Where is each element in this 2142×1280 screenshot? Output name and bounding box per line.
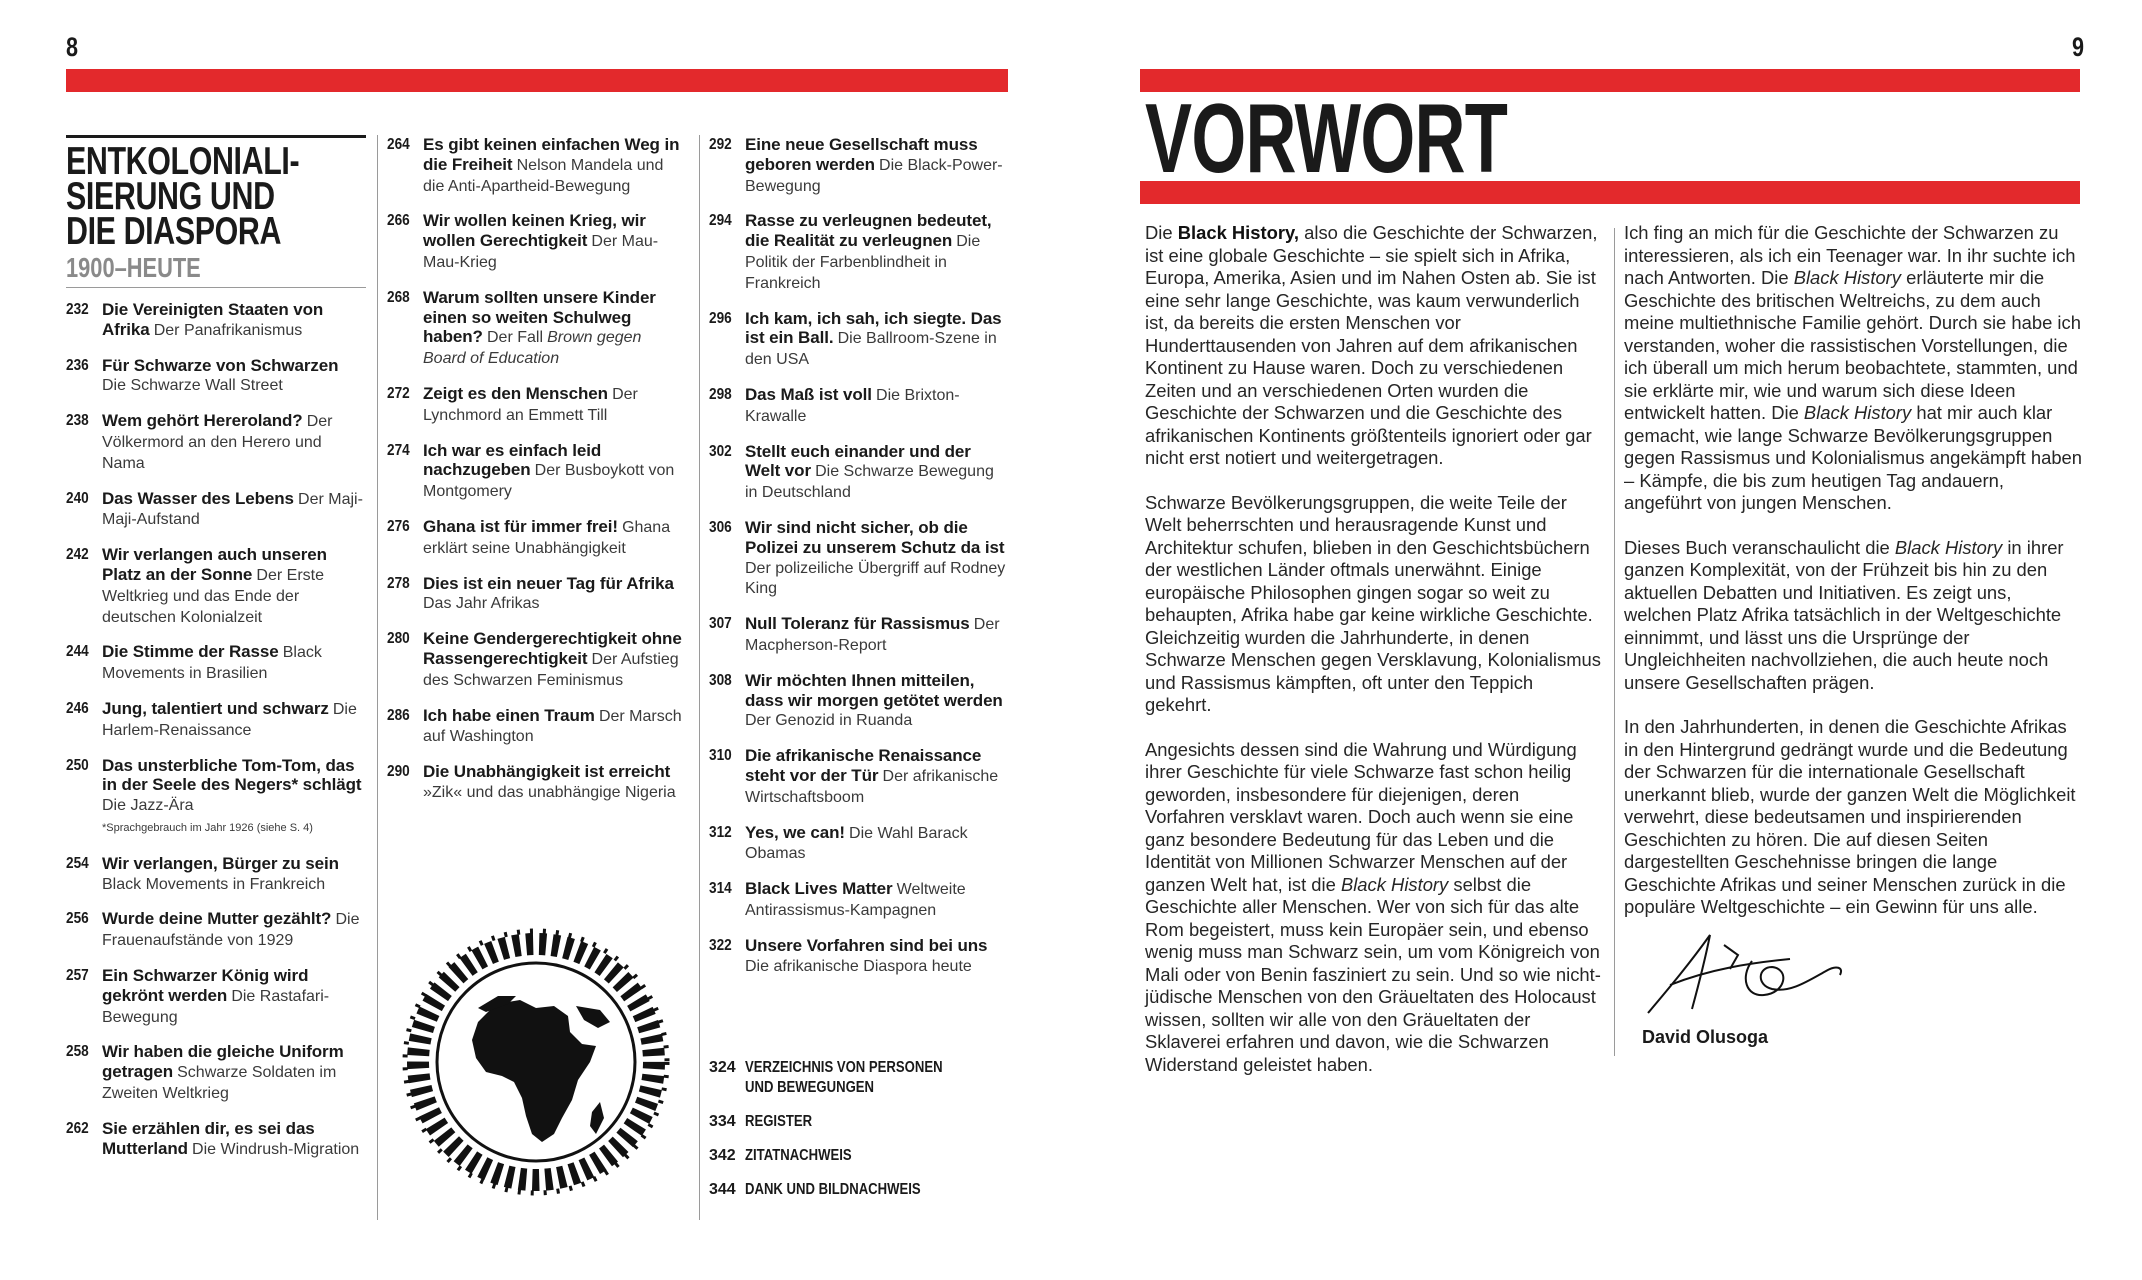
toc-entry[interactable]: 238 Wem gehört Hereroland? Der Völkermord an den Herero und Nama xyxy=(66,411,333,472)
toc-entry[interactable]: 302 Stellt euch einander und der Welt vor Die Schwarze Bewegung in Deutschland xyxy=(709,441,994,502)
section-bottom-rule xyxy=(66,287,366,288)
toc-entry[interactable]: 280 Keine Gendergerechtigkeit ohne Rassengerechtigkeit Der Aufstieg des Schwarzen Feminismus xyxy=(387,629,682,689)
section-title: ENTKOLONIALI- SIERUNG UND DIE DIASPORA xyxy=(66,140,300,253)
toc-entry[interactable]: 254 Wir verlangen, Bürger zu sein Black Movements in Frankreich xyxy=(66,853,339,893)
appendix-entry[interactable]: 334 REGISTER xyxy=(709,1113,813,1130)
toc-entry[interactable]: 307 Null Toleranz für Rassismus Der Macpherson-Report xyxy=(709,614,1000,654)
left-page-number: 8 xyxy=(66,32,79,62)
paragraph: Schwarze Bevölkerungsgruppen, die weite Teile der Welt beherrschten und herausragende Kunst und Architektur schufen, blieben in den Geschichtsbüchern der westlichen Länder oftmals unerwähnt. Einige europäische Philosophen gingen sogar so weit zu behaupten, Afrika habe gar keine wirkliche Geschichte. Gleichzeitig wurden die Jahrhunderte, in denen Schwarze Menschen gegen Versklavung, Kolonialismus und Rassismus kämpften, oft unter den Teppich gekehrt. xyxy=(1145,491,1601,715)
toc-entry[interactable]: 264 Es gibt keinen einfachen Weg in die Freiheit Nelson Mandela und die Anti-Apartheid-Bewegung xyxy=(387,135,680,195)
paragraph: Die Black History, also die Geschichte der Schwarzen, ist eine globale Geschichte – sie spielt sich in Afrika, Europa, Amerika, Asien und im Nahen Osten ab. Sie ist eine sehr lange Geschichte, was kaum verwunderlich ist, da bereits die ersten Menschen vor Hunderttausenden von Jahren auf dem afrikanischen Kontinent zu Hause waren. Doch zu verschiedenen Zeiten und an verschiedenen Orten wurden die Geschichte der Schwarzen und die Geschichte des afrikanischen Kontinents größtenteils ignoriert oder gar nicht erst notiert und weitergetragen. xyxy=(1145,222,1598,468)
toc-entry[interactable]: 250 Das unsterbliche Tom-Tom, das in der Seele des Negers* schlägt Die Jazz-Ära *Sprachgebrauch im Jahr 1926 (siehe S. 4) xyxy=(66,756,366,839)
paragraph: In den Jahrhunderten, in denen die Geschichte Afrikas in den Hintergrund gedrängt wurde und die Bedeutung der Schwarzen für die internationale Gesellschaft unerkannt blieb, wurde der ganzen Welt die Möglichkeit verwehrt, diese bedeutsamen und inspirierenden Geschichten zu hören. Die auf diesen Seiten dargestellten Geschehnisse bringen die lange Geschichte Afrikas und seiner Menschen zurück in die populäre Weltgeschichte – ein Gewinn für uns alle. xyxy=(1624,716,2076,917)
toc-entry[interactable]: 322 Unsere Vorfahren sind bei uns Die afrikanische Diaspora heute xyxy=(709,935,988,975)
toc-entry[interactable]: 257 Ein Schwarzer König wird gekrönt werden Die Rastafari-Bewegung xyxy=(66,965,330,1026)
section-period: 1900–HEUTE xyxy=(66,252,201,283)
paragraph: Ich fing an mich für die Geschichte der Schwarzen zu interessieren, als ich ein Teenager war. In ihr suchte ich nach Antworten. Die Black History erläuterte mir die Geschichte des britischen Weltreichs, zu dem auch meine multiethnische Familie gehört. Durch sie habe ich verstanden, woher die rassistischen Vorstellungen, die ich überall um mich herum beobachtete, stammten, und sie erklärte mir, wie und warum sich diese Ideen entwickelt hatten. Die Black History hat mir auch klar gemacht, wie lange Schwarze Bevölkerungsgruppen gegen Rassismus und Kolonialismus angekämpft haben – Kämpfe, die bis zum heutigen Tag andauern, angeführt von jungen Menschen. xyxy=(1624,222,2082,513)
toc-column-2 xyxy=(387,135,687,818)
column-divider-2 xyxy=(699,135,700,1220)
paragraph: Dieses Buch veranschaulicht die Black History in ihrer ganzen Komplexität, von der Frühzeit bis hin zu den aktuellen Debatten und Initiativen. Es zeigt uns, welchen Platz Afrika tatsächlich in der Weltgeschichte einnimmt, und lässt uns die Ursprünge der Ungleichheiten nachvollziehen, die auch heute noch unsere Gesellschaften prägen. xyxy=(1624,536,2064,693)
globe-illustration xyxy=(386,912,686,1202)
toc-entry[interactable]: 262 Sie erzählen dir, es sei das Mutterland Die Windrush-Migration xyxy=(66,1118,360,1158)
toc-entry[interactable]: 272 Zeigt es den Menschen Der Lynchmord an Emmett Till xyxy=(387,383,638,424)
toc-column-3 xyxy=(709,135,1009,991)
signature-icon xyxy=(1640,925,1850,1025)
appendix-entry[interactable]: 342 ZITATNACHWEIS xyxy=(709,1147,852,1164)
toc-entry[interactable]: 232 Die Vereinigten Staaten von Afrika Der Panafrikanismus xyxy=(66,300,324,339)
toc-entry[interactable]: 274 Ich war es einfach leid nachzugeben Der Busboykott von Montgomery xyxy=(387,440,675,501)
appendix-entry[interactable]: 324 VERZEICHNIS VON PERSONEN UND BEWEGUNGEN xyxy=(709,1059,943,1096)
toc-entry[interactable]: 294 Rasse zu verleugnen bedeutet, die Realität zu verleugnen Die Politik der Farbenblindheit in Frankreich xyxy=(709,211,992,292)
toc-entry[interactable]: 266 Wir wollen keinen Krieg, wir wollen Gerechtigkeit Der Mau-Mau-Krieg xyxy=(387,211,659,271)
footnote: *Sprachgebrauch im Jahr 1926 (siehe S. 4) xyxy=(102,821,313,834)
toc-entry[interactable]: 308 Wir möchten Ihnen mitteilen, dass wir morgen getötet werden Der Genozid in Ruanda xyxy=(709,670,1003,730)
toc-entry[interactable]: 242 Wir verlangen auch unseren Platz an der Sonne Der Erste Weltkrieg und das Ende der deutschen Kolonialzeit xyxy=(66,545,327,626)
right-page-number: 9 xyxy=(2072,32,2085,62)
section-top-rule xyxy=(66,135,366,138)
foreword-column-1 xyxy=(1145,222,1603,1098)
appendix-list xyxy=(709,1058,1009,1214)
toc-entry[interactable]: 298 Das Maß ist voll Die Brixton-Krawalle xyxy=(709,384,960,425)
toc-entry[interactable]: 278 Dies ist ein neuer Tag für Afrika Das Jahr Afrikas xyxy=(387,573,674,613)
toc-entry[interactable]: 292 Eine neue Gesellschaft muss geboren werden Die Black-Power-Bewegung xyxy=(709,135,1003,195)
toc-entry[interactable]: 240 Das Wasser des Lebens Der Maji-Maji-Aufstand xyxy=(66,488,363,529)
column-divider-1 xyxy=(377,135,378,1220)
toc-entry[interactable]: 268 Warum sollten unsere Kinder einen so weiten Schulweg haben? Der Fall Brown gegen Board of Education xyxy=(387,287,656,368)
toc-entry[interactable]: 290 Die Unabhängigkeit ist erreicht »Zik« und das unabhängige Nigeria xyxy=(387,762,676,801)
author-name: David Olusoga xyxy=(1642,1027,1769,1047)
foreword-column-2 xyxy=(1624,222,2084,941)
appendix-entry[interactable]: 344 DANK UND BILDNACHWEIS xyxy=(709,1181,921,1198)
toc-entry[interactable]: 276 Ghana ist für immer frei! Ghana erklärt seine Unabhängigkeit xyxy=(387,516,671,557)
toc-entry[interactable]: 286 Ich habe einen Traum Der Marsch auf Washington xyxy=(387,705,682,746)
toc-entry[interactable]: 314 Black Lives Matter Weltweite Antirassismus-Kampagnen xyxy=(709,879,966,919)
toc-entry[interactable]: 310 Die afrikanische Renaissance steht vor der Tür Der afrikanische Wirtschaftsboom xyxy=(709,746,999,806)
prose-column-divider xyxy=(1614,228,1615,1056)
toc-entry[interactable]: 246 Jung, talentiert und schwarz Die Harlem-Renaissance xyxy=(66,698,357,739)
foreword-heading: VORWORT xyxy=(1145,83,1508,193)
paragraph: Angesichts dessen sind die Wahrung und Würdigung ihrer Geschichte für viele Schwarze fast schon heilig geworden, insbesondere für diejenigen, deren Vorfahren versklavt waren. Doch auch wenn sie eine ganz besondere Bedeutung für das Leben und die Identität von Millionen Schwarzer Menschen auf der ganzen Welt hat, ist die Black History selbst die Geschichte aller Menschen. Wer von sich für das alte Rom begeistert, muss kein Europäer sein, und ebenso wenig muss man Schwarz sein, um vom Königreich von Mali oder von Benin fasziniert zu sein. Und so wie nicht-jüdische Menschen von den Gräueltaten des Holocaust wissen, sollten wir alle von den Gräueltaten der Sklaverei erfahren und davon, wie die Schwarzen Widerstand geleistet haben. xyxy=(1145,738,1601,1075)
toc-entry[interactable]: 244 Die Stimme der Rasse Black Movements in Brasilien xyxy=(66,642,322,683)
toc-entry[interactable]: 312 Yes, we can! Die Wahl Barack Obamas xyxy=(709,822,968,863)
toc-entry[interactable]: 306 Wir sind nicht sicher, ob die Polizei zu unserem Schutz da ist Der polizeiliche Übergriff auf Rodney King xyxy=(709,517,1006,598)
toc-entry[interactable]: 296 Ich kam, ich sah, ich siegte. Das ist ein Ball. Die Ballroom-Szene in den USA xyxy=(709,308,1002,369)
toc-column-1 xyxy=(66,300,366,1174)
toc-entry[interactable]: 256 Wurde deine Mutter gezählt? Die Frauenaufstände von 1929 xyxy=(66,909,360,950)
toc-entry[interactable]: 236 Für Schwarze von Schwarzen Die Schwarze Wall Street xyxy=(66,355,339,395)
toc-entry[interactable]: 258 Wir haben die gleiche Uniform getragen Schwarze Soldaten im Zweiten Weltkrieg xyxy=(66,1042,344,1102)
left-top-red-bar xyxy=(66,69,1008,92)
